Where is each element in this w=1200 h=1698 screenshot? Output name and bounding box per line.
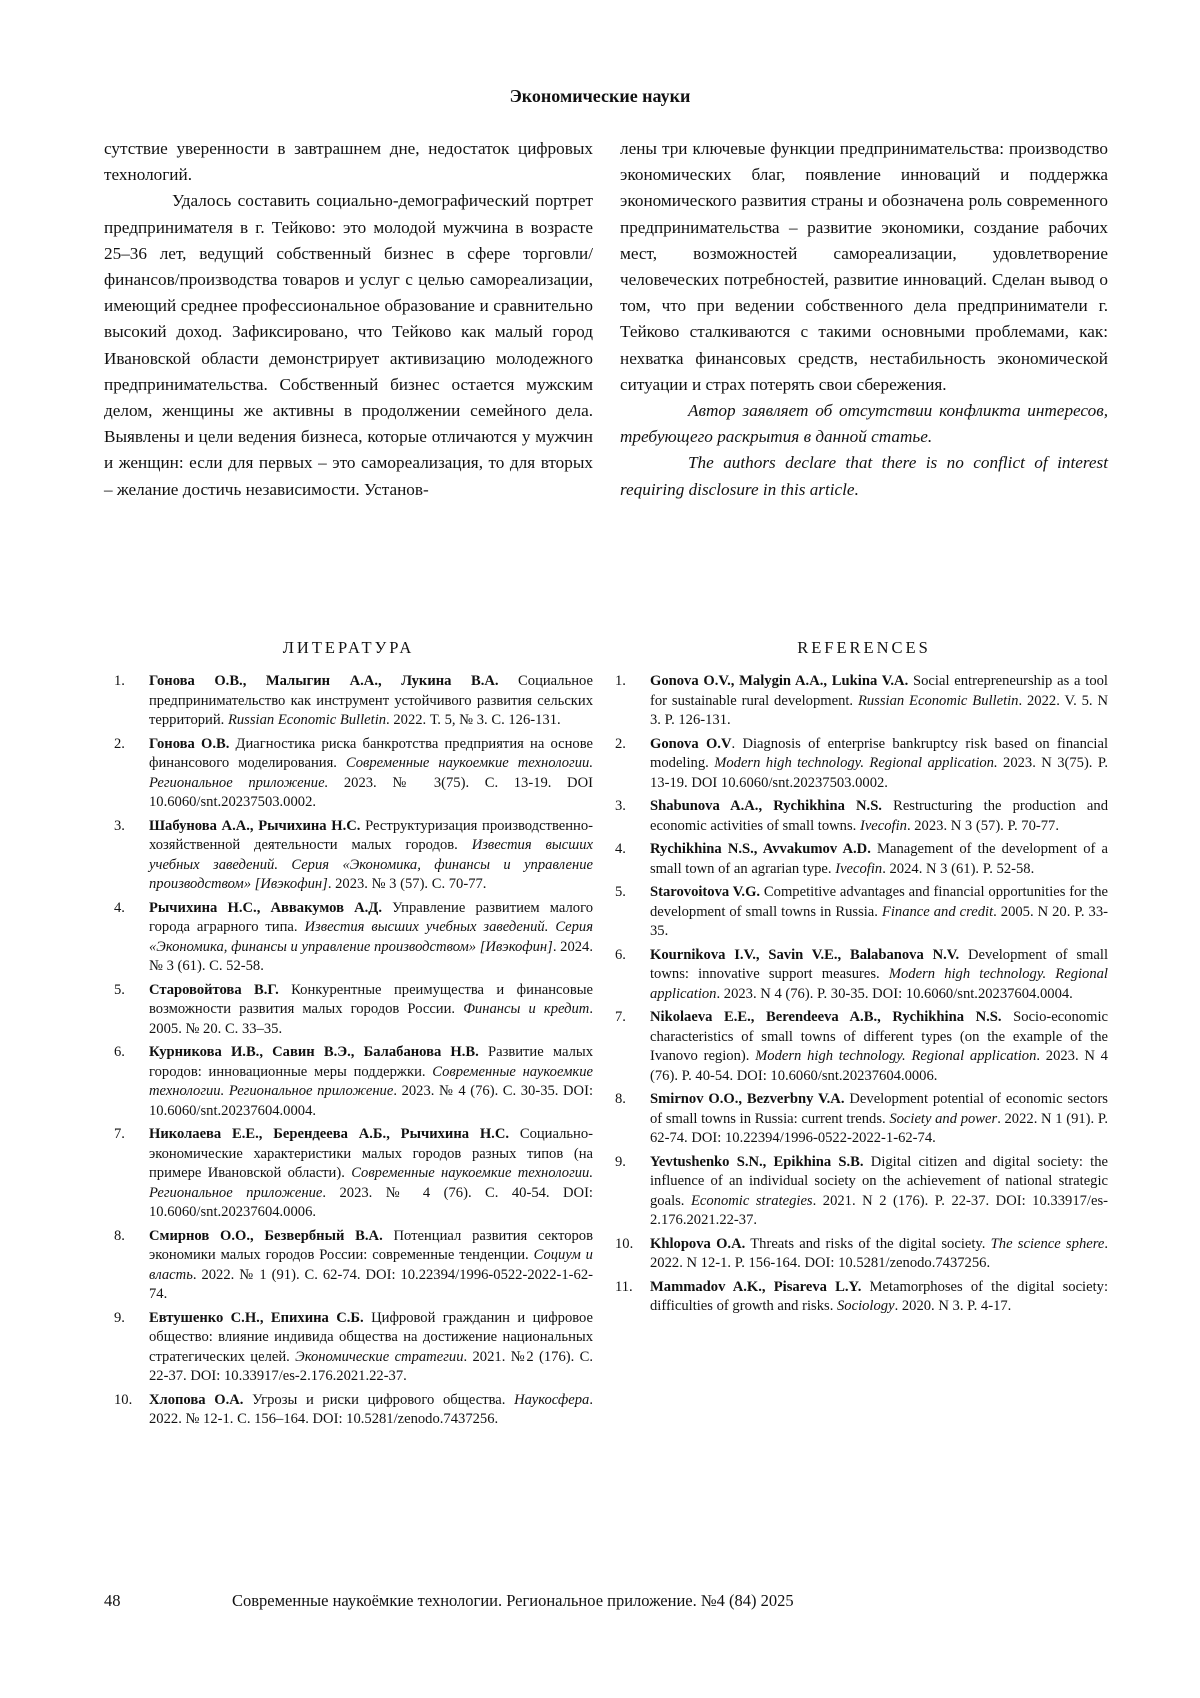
reference-title: Digital citizen and digital society: the influence of an individual society on the achievement of national strategic goals. — [650, 1153, 1108, 1209]
reference-number: 6. — [615, 946, 626, 963]
reference-source: Modern high technology. Regional application — [650, 966, 1108, 1002]
reference-title: Development potential of economic sectors of small towns in Russia: current trends. — [650, 1091, 1108, 1127]
reference-item — [605, 672, 1108, 731]
reference-title: Реструктуризация производственно-хозяйственной деятельности малых городов. — [149, 817, 593, 853]
reference-title: . Diagnosis of enterprise bankruptcy risk based on financial modeling. — [650, 735, 1108, 771]
body-paragraph: Автор заявляет об отсутствии конфликта интересов, требующего раскрытия в данной статье. — [620, 401, 1108, 447]
body-column-left — [104, 136, 593, 503]
reference-title: Потенциал развития секторов экономики малых городов России: современные тенденции. — [149, 1227, 593, 1263]
reference-details: . 2005. N 20. P. 33-35. — [650, 903, 1108, 939]
reference-source: Modern high technology. Regional application. — [714, 755, 998, 771]
reference-number: 5. — [615, 884, 626, 900]
reference-source: Экономические стратегии — [295, 1348, 464, 1365]
page-number: 48 — [104, 1591, 121, 1610]
reference-authors: Гонова О.В., Малыгин А.А., Лукина В.А. — [149, 673, 499, 689]
reference-details: . 2022. N 12-1. P. 156-164. DOI: 10.5281/zenodo.7437256. — [650, 1235, 1108, 1271]
reference-number: 9. — [114, 1309, 125, 1326]
reference-details: . 2005. № 20. С. 33–35. — [149, 1001, 593, 1037]
reference-details: . 2023. № 4 (76). С. 40-54. DOI: 10.6060/snt.20237604.0006. — [149, 1184, 593, 1220]
reference-number: 1. — [615, 673, 626, 689]
reference-authors: Shabunova A.A., Rychikhina N.S. — [650, 798, 882, 814]
journal-footer: Современные наукоёмкие технологии. Региональное приложение. №4 (84) 2025 — [232, 1591, 794, 1610]
reference-item — [104, 1309, 593, 1387]
reference-authors: Starovoitova V.G. — [650, 884, 761, 900]
references-list — [605, 672, 1108, 1321]
reference-item — [605, 946, 1108, 1005]
reference-title: Development of small towns: innovative support measures. — [650, 946, 1108, 982]
section-heading: Экономические науки — [509, 86, 691, 106]
body-paragraph: Удалось составить социально-демографический портрет предпринимателя в г. Тейково: это молодой мужчина в возрасте 25–36 лет, ведущий собственный бизнес в сфере торговли/финансов/производства товаров и услуг с целью самореализации, имеющий среднее профессиональное образование и сравнительно высокий доход. Зафиксировано, что Тейково как малый город Ивановской области демонстрирует активизацию молодежного предпринимательства. Собственный бизнес остается мужским делом, женщины же активны в продолжении семейного дела. Выявлены и цели ведения бизнеса, которые отличаются у мужчин и женщин: если для первых – это самореализация, то для вторых – желание достичь независимости. Установ- — [104, 191, 593, 499]
reference-title: Metamorphoses of the digital society: difficulties of growth and risks. — [650, 1278, 1108, 1314]
reference-authors: Гонова О.В. — [149, 735, 230, 752]
reference-number: 8. — [114, 1227, 125, 1244]
reference-item — [605, 1090, 1108, 1149]
reference-number: 2. — [615, 735, 626, 752]
reference-authors: Хлопова О.А. — [149, 1391, 244, 1408]
reference-source: Финансы и кредит — [463, 1001, 590, 1017]
reference-details: . 2022. № 1 (91). С. 62-74. DOI: 10.22394/1996-0522-2022-1-62-74. — [149, 1266, 593, 1302]
references-heading: REFERENCES — [797, 638, 931, 657]
reference-authors: Yevtushenko S.N., Epikhina S.B. — [650, 1153, 864, 1170]
reference-item — [104, 1391, 593, 1430]
reference-item — [605, 797, 1108, 836]
reference-item — [104, 1125, 593, 1223]
reference-item — [605, 1008, 1108, 1086]
reference-authors: Smirnov O.O., Bezverbny V.A. — [650, 1091, 845, 1107]
literature-heading: ЛИТЕРАТУРА — [282, 638, 415, 657]
reference-number: 2. — [114, 735, 125, 752]
reference-number: 11. — [615, 1278, 633, 1295]
reference-title: Competitive advantages and financial opportunities for the development of small towns in Russia. — [650, 884, 1108, 920]
reference-source: Известия высших учебных заведений. Серия «Экономика, финансы и управление производством» [Ивэкофин] — [149, 919, 594, 955]
body-paragraph: лены три ключевые функции предпринимательства: производство экономических благ, появление инноваций и поддержка экономического развития страны и обозначена роль современного предпринимательства – развитие экономики, создание рабочих мест, возможностей самореализации, удовлетворение человеческих потребностей, развитие инноваций. Сделан вывод о том, что при ведении собственного дела предприниматели г. Тейково сталкиваются с такими основными проблемами, как: нехватка финансовых средств, нестабильность экономической ситуации и страх потерять свои сбережения. — [620, 139, 1108, 394]
reference-number: 9. — [615, 1153, 626, 1170]
reference-source: The science sphere — [990, 1235, 1105, 1252]
reference-title: Management of the development of a small town of an agrarian type. — [650, 841, 1109, 877]
reference-details: . 2022. N 1 (91). P. 62-74. DOI: 10.22394/1996-0522-2022-1-62-74. — [650, 1110, 1108, 1146]
reference-source: Современные наукоемкие технологии. Региональное приложение — [149, 1165, 593, 1201]
reference-item — [104, 1043, 593, 1121]
reference-source: Известия высших учебных заведений. Серия «Экономика, финансы и управление производством» [Ивэкофин] — [149, 837, 593, 892]
reference-authors: Евтушенко С.Н., Епихина С.Б. — [149, 1309, 364, 1326]
reference-item — [605, 1153, 1108, 1231]
reference-title: Диагностика риска банкротства предприятия на основе финансового моделирования. — [149, 735, 593, 771]
reference-number: 10. — [114, 1391, 133, 1408]
reference-source: Sociology — [837, 1298, 895, 1314]
reference-authors: Mammadov A.K., Pisareva L.Y. — [650, 1278, 862, 1295]
reference-authors: Gonova O.V., Malygin A.A., Lukina V.A. — [650, 673, 909, 689]
reference-details: . 2021. №2 (176). С. 22-37. DOI: 10.33917/es-2.176.2021.22-37. — [149, 1348, 593, 1384]
reference-details: . 2021. N 2 (176). P. 22-37. DOI: 10.33917/es-2.176.2021.22-37. — [650, 1192, 1108, 1228]
reference-authors: Старовойтова В.Г. — [149, 981, 279, 998]
reference-details: . 2024. N 3 (61). P. 52-58. — [882, 860, 1035, 877]
reference-details: 2023. N 3(75). P. 13-19. DOI 10.6060/snt.20237503.0002. — [650, 755, 1108, 791]
reference-number: 6. — [114, 1044, 125, 1060]
reference-source: Социум и власть — [149, 1247, 593, 1283]
reference-title: Социальное предпринимательство как инструмент устойчивого развития сельских территорий. — [149, 673, 593, 728]
reference-source: Наукосфера — [514, 1391, 590, 1408]
reference-number: 5. — [114, 981, 125, 998]
reference-details: . 2023. N 4 (76). P. 30-35. DOI: 10.6060/snt.20237604.0004. — [716, 985, 1073, 1002]
reference-source: Современные наукоемкие технологии. Региональное приложение. — [149, 755, 593, 791]
reference-authors: Gonova O.V — [650, 735, 732, 752]
reference-authors: Шабунова А.А., Рычихина Н.С. — [149, 817, 361, 834]
reference-title: Конкурентные преимущества и финансовые возможности развития малых городов России. — [149, 981, 593, 1017]
reference-item — [605, 735, 1108, 794]
reference-authors: Nikolaeva E.E., Berendeeva A.B., Rychikhina N.S. — [650, 1009, 1002, 1025]
reference-number: 4. — [615, 841, 626, 857]
reference-item — [605, 1278, 1108, 1317]
reference-number: 3. — [114, 817, 125, 834]
reference-details: . 2022. V. 5. N 3. P. 126-131. — [650, 692, 1109, 728]
reference-item — [104, 1227, 593, 1305]
reference-details: . 2023. N 4 (76). P. 40-54. DOI: 10.6060/snt.20237604.0006. — [650, 1048, 1108, 1084]
reference-number: 7. — [615, 1009, 626, 1025]
reference-number: 7. — [114, 1126, 125, 1142]
reference-details: . 2023. № 4 (76). С. 30-35. DOI: 10.6060/snt.20237604.0004. — [149, 1083, 593, 1119]
reference-authors: Смирнов О.О., Безвербный В.А. — [149, 1227, 383, 1244]
reference-details: . 2023. № 3 (57). С. 70-77. — [327, 876, 487, 892]
reference-title: Цифровой гражданин и цифровое общество: влияние индивида общества на достижение национальных стратегических целей. — [149, 1309, 593, 1365]
reference-title: Развитие малых городов: инновационные меры поддержки. — [149, 1044, 593, 1080]
reference-item — [605, 1235, 1108, 1274]
reference-source: Russian Economic Bulletin — [227, 712, 387, 728]
reference-source: Ivecofin — [835, 860, 883, 877]
reference-title: Социально-экономические характеристики малых городов разных типов (на примере Ивановской области). — [149, 1126, 594, 1181]
reference-item — [104, 817, 593, 895]
reference-item — [104, 735, 593, 813]
body-paragraph: сутствие уверенности в завтрашнем дне, недостаток цифровых технологий. — [104, 139, 593, 185]
reference-title: Управление развитием малого города аграрного типа. — [149, 899, 593, 935]
reference-title: Угрозы и риски цифрового общества. — [243, 1391, 515, 1408]
reference-details: . 2022. № 12-1. С. 156–164. DOI: 10.5281/zenodo.7437256. — [149, 1391, 593, 1427]
reference-authors: Николаева Е.Е., Берендеева А.Б., Рычихина Н.С. — [149, 1126, 510, 1142]
reference-number: 1. — [114, 673, 125, 689]
reference-source: Economic strategies — [690, 1192, 813, 1209]
reference-source: Society and power — [889, 1110, 998, 1127]
reference-item — [605, 840, 1108, 879]
reference-item — [104, 981, 593, 1040]
reference-source: Russian Economic Bulletin — [857, 692, 1019, 709]
reference-number: 10. — [615, 1235, 634, 1252]
reference-details: . 2024. № 3 (61). С. 52-58. — [149, 938, 593, 974]
reference-source: Modern high technology. Regional application — [755, 1048, 1037, 1064]
reference-item — [104, 672, 593, 731]
literature-list — [104, 672, 593, 1434]
reference-authors: Курникова И.В., Савин В.Э., Балабанова Н.В. — [149, 1044, 479, 1060]
reference-title: Social entrepreneurship as a tool for sustainable rural development. — [650, 673, 1108, 709]
reference-title: Socio-economic characteristics of small towns of different types (on the example of the Ivanovo region). — [650, 1009, 1108, 1064]
reference-number: 3. — [615, 798, 626, 814]
reference-item — [104, 899, 593, 977]
body-paragraph: The authors declare that there is no conflict of interest requiring disclosure in this article. — [620, 453, 1108, 499]
reference-details: 2023. № 3(75). С. 13-19. DOI 10.6060/snt.20237503.0002. — [149, 774, 593, 810]
reference-number: 4. — [114, 899, 125, 916]
reference-source: Finance and credit — [881, 903, 994, 920]
reference-authors: Khlopova O.A. — [650, 1235, 746, 1252]
reference-title: Threats and risks of the digital society. — [745, 1235, 991, 1252]
reference-details: . 2022. Т. 5, № 3. С. 126-131. — [386, 712, 561, 728]
reference-details: . 2023. N 3 (57). P. 70-77. — [906, 817, 1059, 834]
body-column-right — [620, 136, 1108, 503]
reference-source: Ivecofin — [859, 817, 907, 834]
reference-title: Restructuring the production and economic activities of small towns. — [650, 798, 1108, 834]
reference-details: . 2020. N 3. P. 4-17. — [894, 1298, 1012, 1314]
reference-source: Современные наукоемкие технологии. Региональное приложение — [149, 1063, 593, 1099]
reference-item — [605, 883, 1108, 942]
reference-authors: Rychikhina N.S., Avvakumov A.D. — [650, 841, 871, 857]
reference-number: 8. — [615, 1091, 626, 1107]
reference-authors: Рычихина Н.С., Аввакумов А.Д. — [149, 899, 382, 916]
reference-authors: Kournikova I.V., Savin V.E., Balabanova N.V. — [650, 946, 960, 963]
